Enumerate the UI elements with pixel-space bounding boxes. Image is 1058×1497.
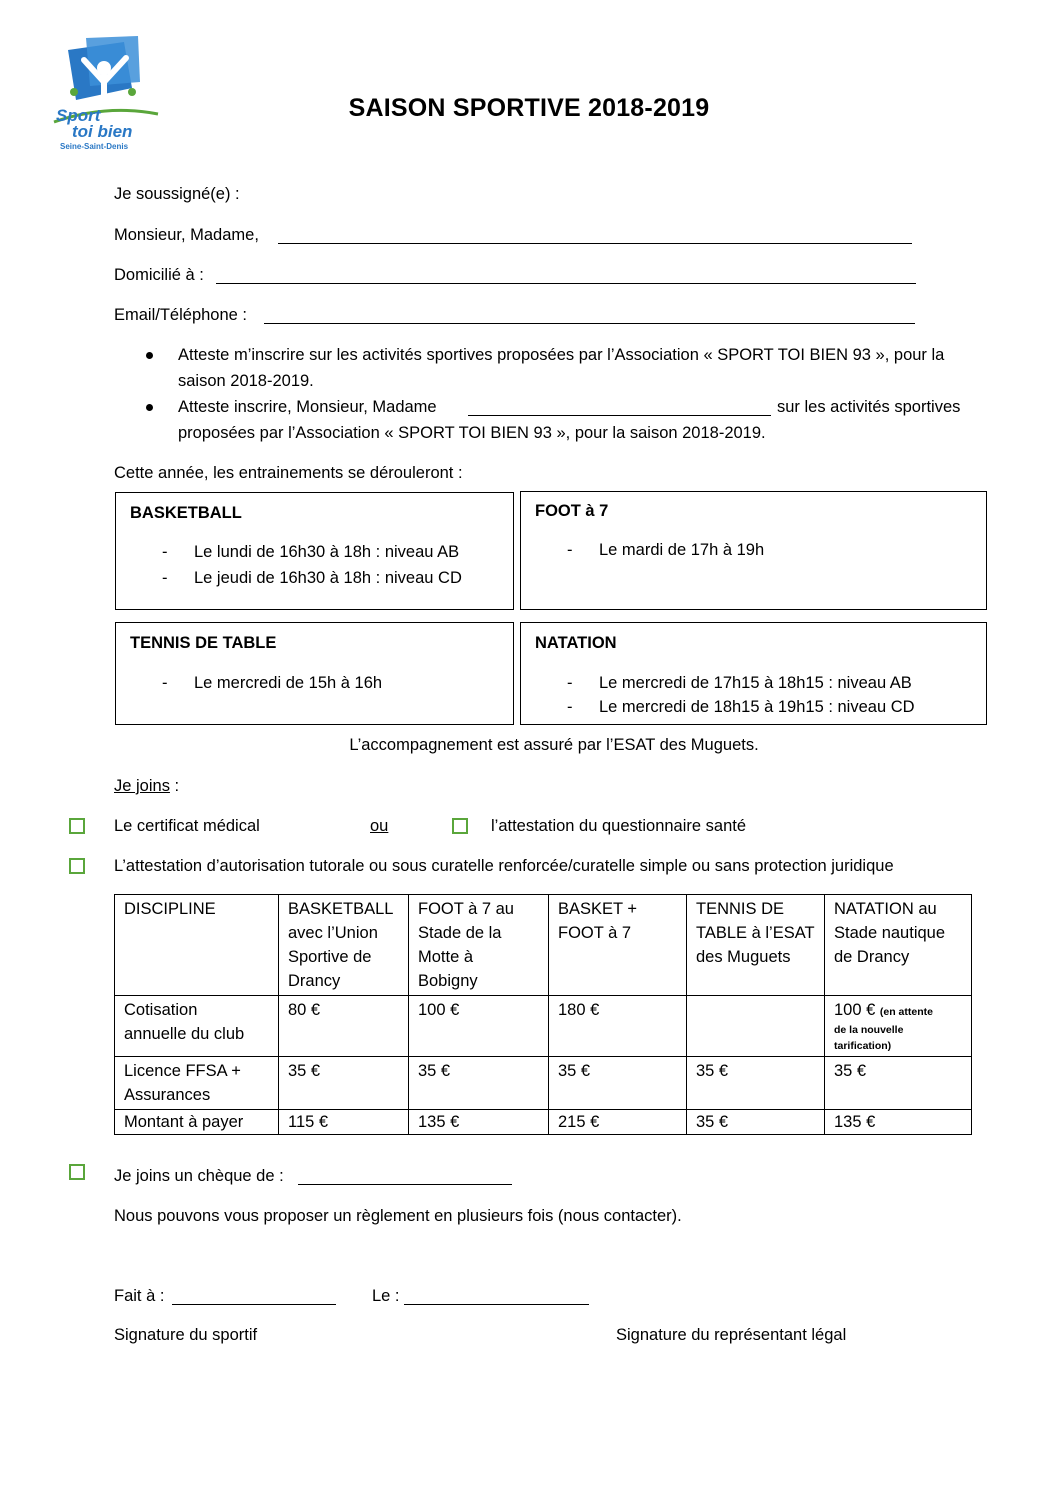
- bullet-2-line-2: proposées par l’Association « SPORT TOI BIEN 93 », pour la saison 2018-2019.: [178, 424, 766, 442]
- row-label: Licence FFSA + Assurances: [115, 1057, 279, 1110]
- domicile-label: Domicilié à :: [114, 266, 204, 284]
- training-item: Le mercredi de 15h à 16h: [194, 674, 383, 692]
- fait-a-field[interactable]: [172, 1304, 336, 1305]
- dash: -: [162, 543, 168, 561]
- table-cell: 35 €: [825, 1057, 972, 1110]
- row-label: Cotisation annuelle du club: [115, 996, 279, 1057]
- bullet-2-part-2: sur les activités sportives: [777, 398, 961, 416]
- logo-text-region: Seine-Saint-Denis: [60, 142, 129, 151]
- soussigne-label: Je soussigné(e) :: [114, 185, 240, 203]
- email-label: Email/Téléphone :: [114, 306, 247, 324]
- header-cell: BASKET + FOOT à 7: [549, 895, 687, 996]
- table-cell: 100 € (en attente de la nouvelle tarification): [825, 996, 972, 1057]
- training-title-natation: NATATION: [535, 634, 617, 652]
- training-item: Le mardi de 17h à 19h: [599, 541, 765, 559]
- header-cell: DISCIPLINE: [115, 895, 279, 996]
- dash: -: [567, 541, 573, 559]
- email-phone-field[interactable]: [264, 323, 915, 324]
- cheque-checkbox[interactable]: [69, 1164, 85, 1180]
- header-cell: NATATION au Stade nautique de Drancy: [825, 895, 972, 996]
- signature-representant-label: Signature du représentant légal: [616, 1326, 847, 1344]
- questionnaire-checkbox[interactable]: [452, 818, 468, 834]
- signature-sportif-label: Signature du sportif: [114, 1326, 258, 1344]
- cheque-amount-field[interactable]: [298, 1184, 512, 1185]
- training-item: Le mercredi de 17h15 à 18h15 : niveau AB: [599, 674, 912, 692]
- header-cell: FOOT à 7 au Stade de la Motte à Bobigny: [409, 895, 549, 996]
- dash: -: [162, 569, 168, 587]
- logo-text-sport: Sport: [56, 106, 101, 125]
- table-cell: 215 €: [549, 1110, 687, 1135]
- fait-a-label: Fait à :: [114, 1287, 165, 1305]
- table-cell: 35 €: [549, 1057, 687, 1110]
- cheque-label: Je joins un chèque de :: [114, 1167, 284, 1185]
- training-box-foot: [520, 491, 987, 610]
- table-cell: 100 €: [409, 996, 549, 1057]
- table-row-montant: [115, 1110, 972, 1135]
- header-cell: BASKETBALL avec l’Union Sportive de Drancy: [279, 895, 409, 996]
- tarif-note: (en attente: [879, 1006, 933, 1018]
- attestation-label: L’attestation d’autorisation tutorale ou sous curatelle renforcée/curatelle simple ou sans protection juridique: [114, 857, 894, 875]
- training-item: Le mercredi de 18h15 à 19h15 : niveau CD: [599, 698, 915, 716]
- dash: -: [567, 674, 573, 692]
- bullet-1-line-1: Atteste m’inscrire sur les activités sportives proposées par l’Association « SPORT TOI BIEN 93 », pour la: [178, 346, 945, 364]
- table-cell: [687, 996, 825, 1057]
- training-item: Le jeudi de 16h30 à 18h : niveau CD: [194, 569, 462, 587]
- ou-label: ou: [370, 817, 389, 835]
- certificat-checkbox[interactable]: [69, 818, 85, 834]
- logo-text-toi-bien: toi bien: [72, 122, 133, 141]
- date-label: Le :: [372, 1287, 400, 1305]
- child-name-field[interactable]: [468, 415, 771, 416]
- header-cell: TENNIS DE TABLE à l’ESAT des Muguets: [687, 895, 825, 996]
- reglement-text: Nous pouvons vous proposer un règlement en plusieurs fois (nous contacter).: [114, 1207, 682, 1225]
- training-box-tennis: [115, 622, 514, 725]
- certificat-label: Le certificat médical: [114, 817, 260, 835]
- je-joins-label: Je joins: [114, 777, 170, 795]
- date-field[interactable]: [404, 1304, 589, 1305]
- attestation-checkbox[interactable]: [69, 858, 85, 874]
- row-label: Montant à payer: [115, 1110, 279, 1135]
- bullet-1-line-2: saison 2018-2019.: [178, 372, 314, 390]
- fees-table: [114, 894, 972, 1135]
- training-box-natation: [520, 622, 987, 725]
- training-box-basketball: [115, 492, 514, 610]
- table-cell: 180 €: [549, 996, 687, 1057]
- bullet-icon: [146, 404, 153, 411]
- bullet-icon: [146, 352, 153, 359]
- table-row-licence: [115, 1057, 972, 1110]
- training-title-basketball: BASKETBALL: [130, 504, 242, 522]
- table-cell: 80 €: [279, 996, 409, 1057]
- table-header-row: [115, 895, 972, 996]
- table-row-cotisation: [115, 996, 972, 1057]
- table-cell: 35 €: [279, 1057, 409, 1110]
- je-joins: [114, 777, 179, 796]
- table-cell: 135 €: [825, 1110, 972, 1135]
- table-cell: 35 €: [409, 1057, 549, 1110]
- training-item: Le lundi de 16h30 à 18h : niveau AB: [194, 543, 460, 561]
- dash: -: [162, 674, 168, 692]
- table-cell: 115 €: [279, 1110, 409, 1135]
- accompagnement-text: L’accompagnement est assuré par l’ESAT des Muguets.: [349, 736, 759, 754]
- table-cell: 135 €: [409, 1110, 549, 1135]
- je-joins-colon: :: [169, 777, 180, 795]
- bullet-2-part-1: Atteste inscrire, Monsieur, Madame: [178, 398, 437, 416]
- address-field[interactable]: [216, 283, 916, 284]
- table-cell: 35 €: [687, 1110, 825, 1135]
- dash: -: [567, 698, 573, 716]
- training-title-foot: FOOT à 7: [535, 502, 609, 520]
- trainings-intro: Cette année, les entrainements se dérouleront :: [114, 464, 463, 482]
- name-field[interactable]: [278, 243, 912, 244]
- monsieur-label: Monsieur, Madame,: [114, 226, 259, 244]
- page-title: SAISON SPORTIVE 2018-2019: [348, 94, 710, 122]
- questionnaire-label: l’attestation du questionnaire santé: [491, 817, 747, 835]
- table-cell: 35 €: [687, 1057, 825, 1110]
- training-title-tennis: TENNIS DE TABLE: [130, 634, 277, 652]
